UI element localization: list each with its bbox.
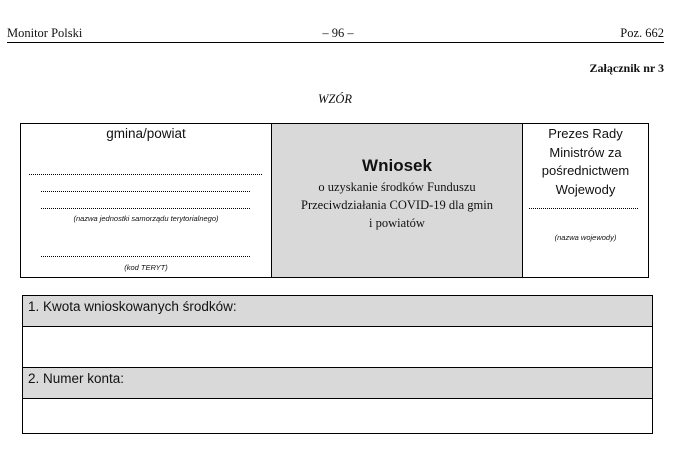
subheading-line: o uzyskanie środków Funduszu [318,180,476,194]
application-header-box [20,123,649,278]
addressee-cell [523,124,648,277]
subheading-line: Przeciwdziałania COVID-19 dla gmin [301,198,493,212]
addressee-line: Prezes Rady [548,126,623,141]
amount-label-row [23,296,652,326]
dotted-line [41,256,250,257]
amount-label: 1. Kwota wnioskowanych środków: [28,299,237,314]
page-number: – 96 – [322,26,354,40]
dotted-line [41,208,250,209]
addressee-line: Ministrów za [549,144,622,160]
account-label: 2. Numer konta: [28,371,125,386]
addressee-line: pośrednictwem [541,163,630,178]
account-input-field[interactable] [23,398,652,433]
fields-table [22,295,653,434]
request-subheading [282,178,512,232]
teryt-caption: (kod TERYT) [124,263,168,272]
template-label: WZÓR [317,92,353,106]
position-number: Poz. 662 [620,26,664,40]
dotted-line [529,208,638,209]
attachment-label: Załącznik nr 3 [589,61,664,75]
dotted-line [29,174,262,175]
header-rule [7,42,664,43]
amount-input-field[interactable] [23,326,652,367]
request-title-cell [272,124,523,277]
voivode-caption: (nazwa wojewody) [554,233,617,242]
applicant-cell [21,124,272,277]
dotted-line [41,191,250,192]
subheading-line: i powiatów [369,216,425,230]
request-heading: Wniosek [362,156,432,175]
applicant-title: gmina/powiat [106,126,186,141]
addressee-line: Wojewody [555,181,616,197]
addressee-text [523,125,648,199]
publication-title: Monitor Polski [7,26,83,40]
unit-name-caption: (nazwa jednostki samorządu terytorialnego) [73,214,219,223]
account-label-row [23,367,652,398]
